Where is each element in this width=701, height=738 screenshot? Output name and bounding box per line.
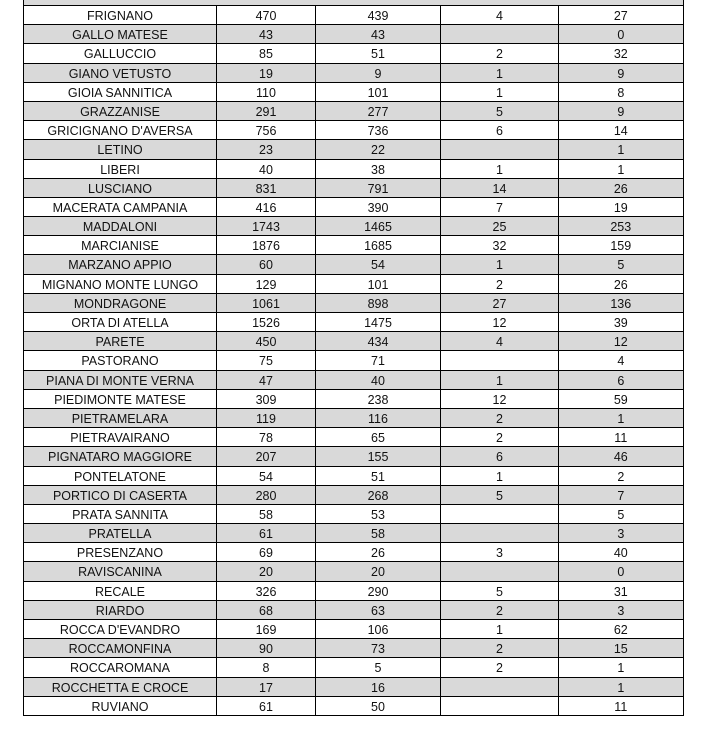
table-row	[23, 409, 684, 428]
value-cell: 17	[217, 678, 316, 696]
value-cell: 1	[441, 83, 559, 101]
municipality-cell: PIETRAMELARA	[24, 409, 217, 427]
value-cell: 9	[617, 104, 625, 119]
table-row	[23, 102, 684, 121]
value-cell: 40	[217, 160, 316, 178]
value-cell: 1061	[217, 294, 316, 312]
table-row	[23, 351, 684, 370]
value-cell: 58	[316, 524, 441, 542]
municipality-cell: PRATA SANNITA	[24, 505, 217, 523]
value-cell: 207	[217, 447, 316, 465]
value-cell: 280	[217, 486, 316, 504]
value-cell: 6	[441, 447, 559, 465]
table-row	[23, 275, 684, 294]
value-cell: 1	[441, 371, 559, 389]
value-cell: 65	[316, 428, 441, 446]
table-row	[23, 639, 684, 658]
value-cell: 2	[441, 601, 559, 619]
value-cell: 31	[613, 584, 628, 599]
value-cell: 26	[316, 543, 441, 561]
value-cell: 136	[610, 296, 632, 311]
value-cell: 75	[217, 351, 316, 369]
table-row	[23, 428, 684, 447]
table-row	[23, 64, 684, 83]
value-cell: 14	[613, 124, 628, 139]
table-row	[23, 6, 684, 25]
value-cell: 7	[441, 198, 559, 216]
table-row	[23, 294, 684, 313]
value-cell: 19	[217, 64, 316, 82]
value-cell: 2	[441, 428, 559, 446]
value-cell: 290	[316, 582, 441, 600]
value-cell: 1	[617, 143, 625, 158]
table-row	[23, 179, 684, 198]
municipality-cell: FRIGNANO	[24, 6, 217, 24]
value-cell: 9	[316, 64, 441, 82]
value-cell: 27	[613, 9, 628, 23]
table-row	[23, 371, 684, 390]
municipality-cell: ROCCHETTA E CROCE	[24, 678, 217, 696]
value-cell: 101	[316, 275, 441, 293]
value-cell: 73	[316, 639, 441, 657]
value-cell: 450	[217, 332, 316, 350]
value-cell: 2	[441, 44, 559, 62]
value-cell: 22	[316, 140, 441, 158]
data-table	[23, 0, 684, 716]
table-row	[23, 447, 684, 466]
value-cell: 7	[617, 488, 625, 503]
value-cell: 2	[441, 275, 559, 293]
value-cell: 19	[613, 200, 628, 215]
municipality-cell: PARETE	[24, 332, 217, 350]
table-row	[23, 332, 684, 351]
value-cell: 2	[441, 658, 559, 676]
value-cell	[441, 25, 559, 43]
value-cell: 169	[217, 620, 316, 638]
value-cell: 20	[316, 562, 441, 580]
municipality-cell: PIGNATARO MAGGIORE	[24, 447, 217, 465]
value-cell: 2	[441, 409, 559, 427]
value-cell: 1	[617, 661, 625, 676]
value-cell: 61	[217, 697, 316, 715]
value-cell: 12	[441, 313, 559, 331]
value-cell: 47	[217, 371, 316, 389]
value-cell: 78	[217, 428, 316, 446]
value-cell: 119	[217, 409, 316, 427]
value-cell	[441, 351, 559, 369]
table-row	[23, 236, 684, 255]
value-cell	[441, 697, 559, 715]
municipality-cell: ORTA DI ATELLA	[24, 313, 217, 331]
value-cell: 27	[441, 294, 559, 312]
municipality-cell: GRICIGNANO D'AVERSA	[24, 121, 217, 139]
municipality-cell: RUVIANO	[24, 697, 217, 715]
value-cell: 51	[316, 44, 441, 62]
value-cell: 898	[316, 294, 441, 312]
value-cell: 4	[441, 6, 559, 24]
value-cell: 268	[316, 486, 441, 504]
value-cell: 32	[613, 47, 628, 62]
value-cell: 71	[316, 351, 441, 369]
value-cell: 3	[617, 603, 625, 618]
municipality-cell: MACERATA CAMPANIA	[24, 198, 217, 216]
table-row	[23, 582, 684, 601]
value-cell: 159	[610, 239, 632, 254]
value-cell: 1	[441, 620, 559, 638]
value-cell: 59	[613, 392, 628, 407]
table-row	[23, 697, 684, 716]
municipality-cell: PRESENZANO	[24, 543, 217, 561]
value-cell: 50	[316, 697, 441, 715]
municipality-cell: PIEDIMONTE MATESE	[24, 390, 217, 408]
municipality-cell: LUSCIANO	[24, 179, 217, 197]
municipality-cell: GRAZZANISE	[24, 102, 217, 120]
value-cell: 39	[613, 316, 628, 330]
value-cell: 129	[217, 275, 316, 293]
table-row	[23, 255, 684, 274]
municipality-cell: MARZANO APPIO	[24, 255, 217, 273]
value-cell: 309	[217, 390, 316, 408]
value-cell: 25	[441, 217, 559, 235]
value-cell: 0	[617, 565, 625, 580]
municipality-cell: PIANA DI MONTE VERNA	[24, 371, 217, 389]
value-cell: 253	[610, 220, 632, 235]
municipality-cell: ROCCAMONFINA	[24, 639, 217, 657]
municipality-cell: RIARDO	[24, 601, 217, 619]
value-cell: 26	[613, 277, 628, 292]
table-row	[23, 390, 684, 409]
table-row	[23, 121, 684, 140]
table-row	[23, 313, 684, 332]
value-cell: 106	[316, 620, 441, 638]
value-cell: 40	[316, 371, 441, 389]
value-cell: 11	[614, 699, 628, 714]
value-cell: 8	[217, 658, 316, 676]
table-row	[23, 25, 684, 44]
municipality-cell: PONTELATONE	[24, 467, 217, 485]
municipality-cell: LIBERI	[24, 160, 217, 178]
value-cell	[441, 562, 559, 580]
value-cell: 736	[316, 121, 441, 139]
value-cell: 1876	[217, 236, 316, 254]
value-cell: 1475	[316, 313, 441, 331]
value-cell: 60	[217, 255, 316, 273]
municipality-cell: PIETRAVAIRANO	[24, 428, 217, 446]
table-row	[23, 44, 684, 63]
value-cell	[441, 524, 559, 542]
value-cell: 291	[217, 102, 316, 120]
municipality-cell: LETINO	[24, 140, 217, 158]
value-cell: 53	[316, 505, 441, 523]
value-cell: 101	[316, 83, 441, 101]
value-cell: 6	[441, 121, 559, 139]
value-cell: 416	[217, 198, 316, 216]
value-cell: 51	[316, 467, 441, 485]
value-cell	[441, 505, 559, 523]
value-cell: 1526	[217, 313, 316, 331]
value-cell: 26	[613, 181, 628, 196]
value-cell	[441, 678, 559, 696]
value-cell: 238	[316, 390, 441, 408]
value-cell: 8	[617, 85, 625, 100]
municipality-cell: ROCCA D'EVANDRO	[24, 620, 217, 638]
value-cell: 46	[613, 450, 628, 465]
value-cell: 1685	[316, 236, 441, 254]
value-cell: 32	[441, 236, 559, 254]
value-cell: 43	[316, 25, 441, 43]
value-cell: 68	[217, 601, 316, 619]
value-cell: 11	[614, 431, 628, 446]
value-cell: 54	[316, 255, 441, 273]
table-row	[23, 486, 684, 505]
value-cell: 15	[613, 642, 628, 657]
value-cell: 9	[617, 66, 625, 81]
table-row	[23, 601, 684, 620]
value-cell: 439	[316, 6, 441, 24]
value-cell: 1	[617, 162, 625, 177]
value-cell: 277	[316, 102, 441, 120]
value-cell: 12	[613, 335, 628, 350]
value-cell: 155	[316, 447, 441, 465]
value-cell: 54	[217, 467, 316, 485]
value-cell: 4	[441, 332, 559, 350]
value-cell: 2	[441, 639, 559, 657]
table-row	[23, 543, 684, 562]
value-cell: 831	[217, 179, 316, 197]
value-cell: 1	[441, 160, 559, 178]
value-cell: 4	[617, 354, 625, 369]
value-cell: 6	[617, 373, 625, 388]
value-cell: 5	[316, 658, 441, 676]
table-row	[23, 83, 684, 102]
table-row	[23, 562, 684, 581]
municipality-cell: PRATELLA	[24, 524, 217, 542]
value-cell: 90	[217, 639, 316, 657]
municipality-cell: ROCCAROMANA	[24, 658, 217, 676]
table-row	[23, 198, 684, 217]
value-cell: 2	[617, 469, 625, 484]
table-row	[23, 217, 684, 236]
municipality-cell: MIGNANO MONTE LUNGO	[24, 275, 217, 293]
municipality-cell: GALLUCCIO	[24, 44, 217, 62]
municipality-cell: PASTORANO	[24, 351, 217, 369]
value-cell: 470	[217, 6, 316, 24]
table-row	[23, 467, 684, 486]
value-cell: 38	[316, 160, 441, 178]
value-cell: 0	[617, 28, 625, 43]
municipality-cell: GIANO VETUSTO	[24, 64, 217, 82]
table-row	[23, 658, 684, 677]
value-cell: 20	[217, 562, 316, 580]
value-cell: 1	[617, 411, 625, 426]
value-cell: 1743	[217, 217, 316, 235]
value-cell: 62	[613, 623, 628, 637]
table-row	[23, 620, 684, 639]
municipality-cell: GIOIA SANNITICA	[24, 83, 217, 101]
value-cell: 1	[617, 680, 625, 695]
value-cell: 5	[617, 507, 625, 522]
table-row	[23, 505, 684, 524]
municipality-cell: GALLO MATESE	[24, 25, 217, 43]
municipality-cell: MADDALONI	[24, 217, 217, 235]
value-cell: 14	[441, 179, 559, 197]
table-row	[23, 524, 684, 543]
municipality-cell: PORTICO DI CASERTA	[24, 486, 217, 504]
table-row	[23, 140, 684, 159]
value-cell: 326	[217, 582, 316, 600]
value-cell: 390	[316, 198, 441, 216]
table-row	[23, 160, 684, 179]
value-cell: 756	[217, 121, 316, 139]
value-cell: 1	[441, 467, 559, 485]
value-cell: 61	[217, 524, 316, 542]
value-cell: 5	[441, 102, 559, 120]
value-cell: 1465	[316, 217, 441, 235]
table-row	[23, 678, 684, 697]
value-cell	[441, 140, 559, 158]
value-cell: 12	[441, 390, 559, 408]
value-cell: 5	[441, 582, 559, 600]
value-cell: 23	[217, 140, 316, 158]
value-cell: 791	[316, 179, 441, 197]
value-cell: 85	[217, 44, 316, 62]
value-cell: 3	[617, 527, 625, 542]
value-cell: 43	[217, 25, 316, 43]
value-cell: 69	[217, 543, 316, 561]
value-cell: 40	[613, 546, 628, 561]
municipality-cell: RAVISCANINA	[24, 562, 217, 580]
value-cell: 63	[316, 601, 441, 619]
value-cell: 16	[316, 678, 441, 696]
value-cell: 3	[441, 543, 559, 561]
municipality-cell: MONDRAGONE	[24, 294, 217, 312]
value-cell: 5	[441, 486, 559, 504]
value-cell: 1	[441, 255, 559, 273]
value-cell: 5	[617, 258, 625, 273]
value-cell: 1	[441, 64, 559, 82]
value-cell: 110	[217, 83, 316, 101]
value-cell: 434	[316, 332, 441, 350]
value-cell: 116	[316, 409, 441, 427]
municipality-cell: MARCIANISE	[24, 236, 217, 254]
municipality-cell: RECALE	[24, 582, 217, 600]
value-cell: 58	[217, 505, 316, 523]
